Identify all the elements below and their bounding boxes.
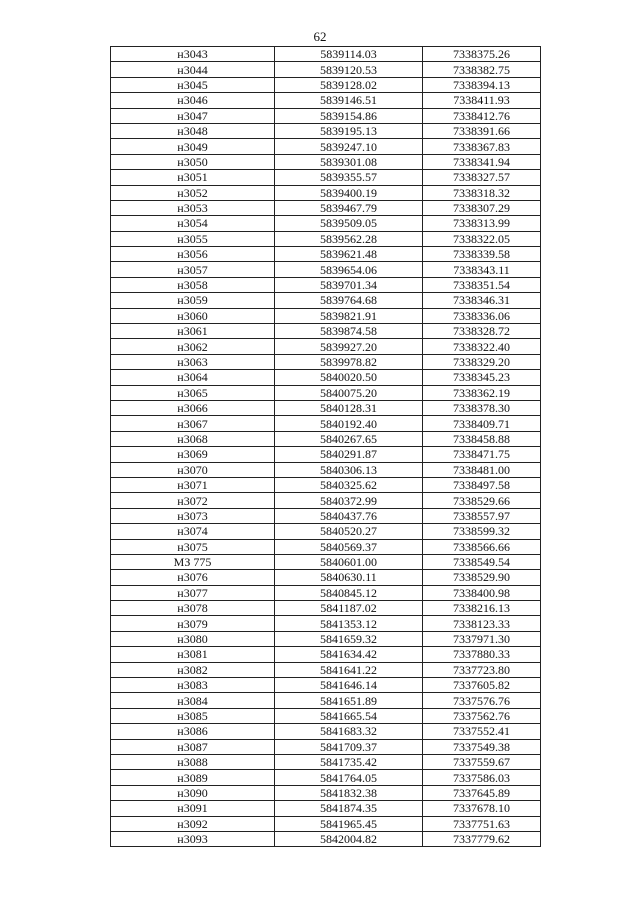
x-coordinate-cell: 5839120.53 (275, 62, 423, 77)
y-coordinate-cell: 7338458.88 (423, 431, 541, 446)
y-coordinate-cell: 7338529.66 (423, 493, 541, 508)
point-id-cell: н3058 (111, 277, 275, 292)
x-coordinate-cell: 5841709.37 (275, 739, 423, 754)
point-id-cell: н3078 (111, 601, 275, 616)
x-coordinate-cell: 5842004.82 (275, 831, 423, 846)
table-row (111, 93, 541, 108)
y-coordinate-cell: 7338394.13 (423, 77, 541, 92)
x-coordinate-cell: 5839701.34 (275, 277, 423, 292)
x-coordinate-cell: 5840192.40 (275, 416, 423, 431)
table-row (111, 47, 541, 62)
y-coordinate-cell: 7338318.32 (423, 185, 541, 200)
point-id-cell: МЗ 775 (111, 554, 275, 569)
x-coordinate-cell: 5840128.31 (275, 400, 423, 415)
table-row (111, 62, 541, 77)
table-row (111, 293, 541, 308)
y-coordinate-cell: 7338216.13 (423, 601, 541, 616)
y-coordinate-cell: 7338549.54 (423, 554, 541, 569)
point-id-cell: н3056 (111, 247, 275, 262)
point-id-cell: н3048 (111, 123, 275, 138)
y-coordinate-cell: 7338343.11 (423, 262, 541, 277)
x-coordinate-cell: 5841874.35 (275, 801, 423, 816)
point-id-cell: н3045 (111, 77, 275, 92)
point-id-cell: н3081 (111, 647, 275, 662)
table-row (111, 708, 541, 723)
x-coordinate-cell: 5841832.38 (275, 785, 423, 800)
point-id-cell: н3057 (111, 262, 275, 277)
x-coordinate-cell: 5840437.76 (275, 508, 423, 523)
table-row (111, 247, 541, 262)
table-row (111, 447, 541, 462)
table-row (111, 678, 541, 693)
table-row (111, 493, 541, 508)
point-id-cell: н3090 (111, 785, 275, 800)
y-coordinate-cell: 7337549.38 (423, 739, 541, 754)
point-id-cell: н3055 (111, 231, 275, 246)
table-row (111, 554, 541, 569)
table-row (111, 139, 541, 154)
y-coordinate-cell: 7338322.40 (423, 339, 541, 354)
x-coordinate-cell: 5841646.14 (275, 678, 423, 693)
point-id-cell: н3065 (111, 385, 275, 400)
y-coordinate-cell: 7337751.63 (423, 816, 541, 831)
x-coordinate-cell: 5840291.87 (275, 447, 423, 462)
y-coordinate-cell: 7338409.71 (423, 416, 541, 431)
x-coordinate-cell: 5839195.13 (275, 123, 423, 138)
x-coordinate-cell: 5840630.11 (275, 570, 423, 585)
point-id-cell: н3074 (111, 524, 275, 539)
point-id-cell: н3080 (111, 631, 275, 646)
y-coordinate-cell: 7337552.41 (423, 724, 541, 739)
x-coordinate-cell: 5839400.19 (275, 185, 423, 200)
point-id-cell: н3093 (111, 831, 275, 846)
point-id-cell: н3089 (111, 770, 275, 785)
y-coordinate-cell: 7338351.54 (423, 277, 541, 292)
y-coordinate-cell: 7338412.76 (423, 108, 541, 123)
table-row (111, 693, 541, 708)
table-row (111, 431, 541, 446)
table-row (111, 216, 541, 231)
y-coordinate-cell: 7337645.89 (423, 785, 541, 800)
point-id-cell: н3077 (111, 585, 275, 600)
point-id-cell: н3044 (111, 62, 275, 77)
y-coordinate-cell: 7338313.99 (423, 216, 541, 231)
y-coordinate-cell: 7338599.32 (423, 524, 541, 539)
x-coordinate-cell: 5841634.42 (275, 647, 423, 662)
x-coordinate-cell: 5840601.00 (275, 554, 423, 569)
table-row (111, 400, 541, 415)
x-coordinate-cell: 5839874.58 (275, 324, 423, 339)
y-coordinate-cell: 7338529.90 (423, 570, 541, 585)
y-coordinate-cell: 7338471.75 (423, 447, 541, 462)
table-row (111, 77, 541, 92)
y-coordinate-cell: 7338411.93 (423, 93, 541, 108)
y-coordinate-cell: 7338322.05 (423, 231, 541, 246)
x-coordinate-cell: 5841683.32 (275, 724, 423, 739)
point-id-cell: н3066 (111, 400, 275, 415)
y-coordinate-cell: 7338327.57 (423, 170, 541, 185)
point-id-cell: н3067 (111, 416, 275, 431)
point-id-cell: н3079 (111, 616, 275, 631)
y-coordinate-cell: 7338375.26 (423, 47, 541, 62)
x-coordinate-cell: 5841764.05 (275, 770, 423, 785)
point-id-cell: н3085 (111, 708, 275, 723)
table-row (111, 123, 541, 138)
point-id-cell: н3083 (111, 678, 275, 693)
table-row (111, 277, 541, 292)
table-row (111, 477, 541, 492)
y-coordinate-cell: 7338346.31 (423, 293, 541, 308)
y-coordinate-cell: 7337971.30 (423, 631, 541, 646)
y-coordinate-cell: 7337779.62 (423, 831, 541, 846)
point-id-cell: н3088 (111, 754, 275, 769)
x-coordinate-cell: 5839301.08 (275, 154, 423, 169)
point-id-cell: н3059 (111, 293, 275, 308)
point-id-cell: н3076 (111, 570, 275, 585)
point-id-cell: н3069 (111, 447, 275, 462)
y-coordinate-cell: 7337559.67 (423, 754, 541, 769)
x-coordinate-cell: 5841665.54 (275, 708, 423, 723)
table-row (111, 524, 541, 539)
table-row (111, 816, 541, 831)
table-row (111, 354, 541, 369)
point-id-cell: н3068 (111, 431, 275, 446)
x-coordinate-cell: 5839247.10 (275, 139, 423, 154)
point-id-cell: н3043 (111, 47, 275, 62)
table-row (111, 647, 541, 662)
y-coordinate-cell: 7338336.06 (423, 308, 541, 323)
table-row (111, 601, 541, 616)
x-coordinate-cell: 5840520.27 (275, 524, 423, 539)
y-coordinate-cell: 7337562.76 (423, 708, 541, 723)
x-coordinate-cell: 5839154.86 (275, 108, 423, 123)
table-row (111, 539, 541, 554)
table-row (111, 570, 541, 585)
table-row (111, 170, 541, 185)
table-row (111, 785, 541, 800)
table-row (111, 262, 541, 277)
x-coordinate-cell: 5840569.37 (275, 539, 423, 554)
point-id-cell: н3060 (111, 308, 275, 323)
table-row (111, 662, 541, 677)
y-coordinate-cell: 7338328.72 (423, 324, 541, 339)
x-coordinate-cell: 5840267.65 (275, 431, 423, 446)
table-row (111, 754, 541, 769)
x-coordinate-cell: 5839621.48 (275, 247, 423, 262)
table-row (111, 154, 541, 169)
table-row (111, 616, 541, 631)
y-coordinate-cell: 7338382.75 (423, 62, 541, 77)
x-coordinate-cell: 5840325.62 (275, 477, 423, 492)
point-id-cell: н3084 (111, 693, 275, 708)
y-coordinate-cell: 7338481.00 (423, 462, 541, 477)
x-coordinate-cell: 5839114.03 (275, 47, 423, 62)
table-row (111, 200, 541, 215)
table-row (111, 185, 541, 200)
y-coordinate-cell: 7338362.19 (423, 385, 541, 400)
point-id-cell: н3061 (111, 324, 275, 339)
point-id-cell: н3070 (111, 462, 275, 477)
x-coordinate-cell: 5840020.50 (275, 370, 423, 385)
table-row (111, 462, 541, 477)
y-coordinate-cell: 7338378.30 (423, 400, 541, 415)
x-coordinate-cell: 5841659.32 (275, 631, 423, 646)
y-coordinate-cell: 7337880.33 (423, 647, 541, 662)
x-coordinate-cell: 5841651.89 (275, 693, 423, 708)
x-coordinate-cell: 5839146.51 (275, 93, 423, 108)
x-coordinate-cell: 5841641.22 (275, 662, 423, 677)
table-row (111, 385, 541, 400)
x-coordinate-cell: 5839509.05 (275, 216, 423, 231)
x-coordinate-cell: 5839562.28 (275, 231, 423, 246)
table-row (111, 324, 541, 339)
x-coordinate-cell: 5841187.02 (275, 601, 423, 616)
y-coordinate-cell: 7338557.97 (423, 508, 541, 523)
point-id-cell: н3073 (111, 508, 275, 523)
point-id-cell: н3091 (111, 801, 275, 816)
table-row (111, 585, 541, 600)
y-coordinate-cell: 7337678.10 (423, 801, 541, 816)
y-coordinate-cell: 7337605.82 (423, 678, 541, 693)
x-coordinate-cell: 5839467.79 (275, 200, 423, 215)
table-row (111, 508, 541, 523)
x-coordinate-cell: 5841965.45 (275, 816, 423, 831)
x-coordinate-cell: 5839978.82 (275, 354, 423, 369)
x-coordinate-cell: 5839927.20 (275, 339, 423, 354)
x-coordinate-cell: 5839355.57 (275, 170, 423, 185)
table-row (111, 770, 541, 785)
point-id-cell: н3072 (111, 493, 275, 508)
y-coordinate-cell: 7338123.33 (423, 616, 541, 631)
point-id-cell: н3062 (111, 339, 275, 354)
point-id-cell: н3054 (111, 216, 275, 231)
y-coordinate-cell: 7338329.20 (423, 354, 541, 369)
y-coordinate-cell: 7338497.58 (423, 477, 541, 492)
coordinates-table-body (111, 47, 541, 847)
y-coordinate-cell: 7338566.66 (423, 539, 541, 554)
y-coordinate-cell: 7337576.76 (423, 693, 541, 708)
point-id-cell: н3071 (111, 477, 275, 492)
x-coordinate-cell: 5840372.99 (275, 493, 423, 508)
x-coordinate-cell: 5839821.91 (275, 308, 423, 323)
y-coordinate-cell: 7338341.94 (423, 154, 541, 169)
x-coordinate-cell: 5839654.06 (275, 262, 423, 277)
y-coordinate-cell: 7338367.83 (423, 139, 541, 154)
point-id-cell: н3046 (111, 93, 275, 108)
table-row (111, 231, 541, 246)
point-id-cell: н3086 (111, 724, 275, 739)
x-coordinate-cell: 5840075.20 (275, 385, 423, 400)
y-coordinate-cell: 7338391.66 (423, 123, 541, 138)
table-row (111, 108, 541, 123)
point-id-cell: н3092 (111, 816, 275, 831)
x-coordinate-cell: 5839128.02 (275, 77, 423, 92)
point-id-cell: н3050 (111, 154, 275, 169)
point-id-cell: н3047 (111, 108, 275, 123)
y-coordinate-cell: 7338339.58 (423, 247, 541, 262)
point-id-cell: н3087 (111, 739, 275, 754)
y-coordinate-cell: 7338307.29 (423, 200, 541, 215)
point-id-cell: н3049 (111, 139, 275, 154)
point-id-cell: н3075 (111, 539, 275, 554)
table-row (111, 831, 541, 846)
table-row (111, 739, 541, 754)
point-id-cell: н3051 (111, 170, 275, 185)
x-coordinate-cell: 5840306.13 (275, 462, 423, 477)
table-row (111, 308, 541, 323)
y-coordinate-cell: 7337723.80 (423, 662, 541, 677)
y-coordinate-cell: 7338345.23 (423, 370, 541, 385)
x-coordinate-cell: 5839764.68 (275, 293, 423, 308)
table-row (111, 724, 541, 739)
x-coordinate-cell: 5841735.42 (275, 754, 423, 769)
table-row (111, 370, 541, 385)
point-id-cell: н3064 (111, 370, 275, 385)
table-row (111, 339, 541, 354)
y-coordinate-cell: 7338400.98 (423, 585, 541, 600)
point-id-cell: н3063 (111, 354, 275, 369)
table-row (111, 631, 541, 646)
x-coordinate-cell: 5840845.12 (275, 585, 423, 600)
point-id-cell: н3082 (111, 662, 275, 677)
point-id-cell: н3052 (111, 185, 275, 200)
point-id-cell: н3053 (111, 200, 275, 215)
y-coordinate-cell: 7337586.03 (423, 770, 541, 785)
page-number: 62 (313, 29, 327, 44)
coordinates-table (110, 46, 541, 847)
x-coordinate-cell: 5841353.12 (275, 616, 423, 631)
table-row (111, 416, 541, 431)
table-row (111, 801, 541, 816)
